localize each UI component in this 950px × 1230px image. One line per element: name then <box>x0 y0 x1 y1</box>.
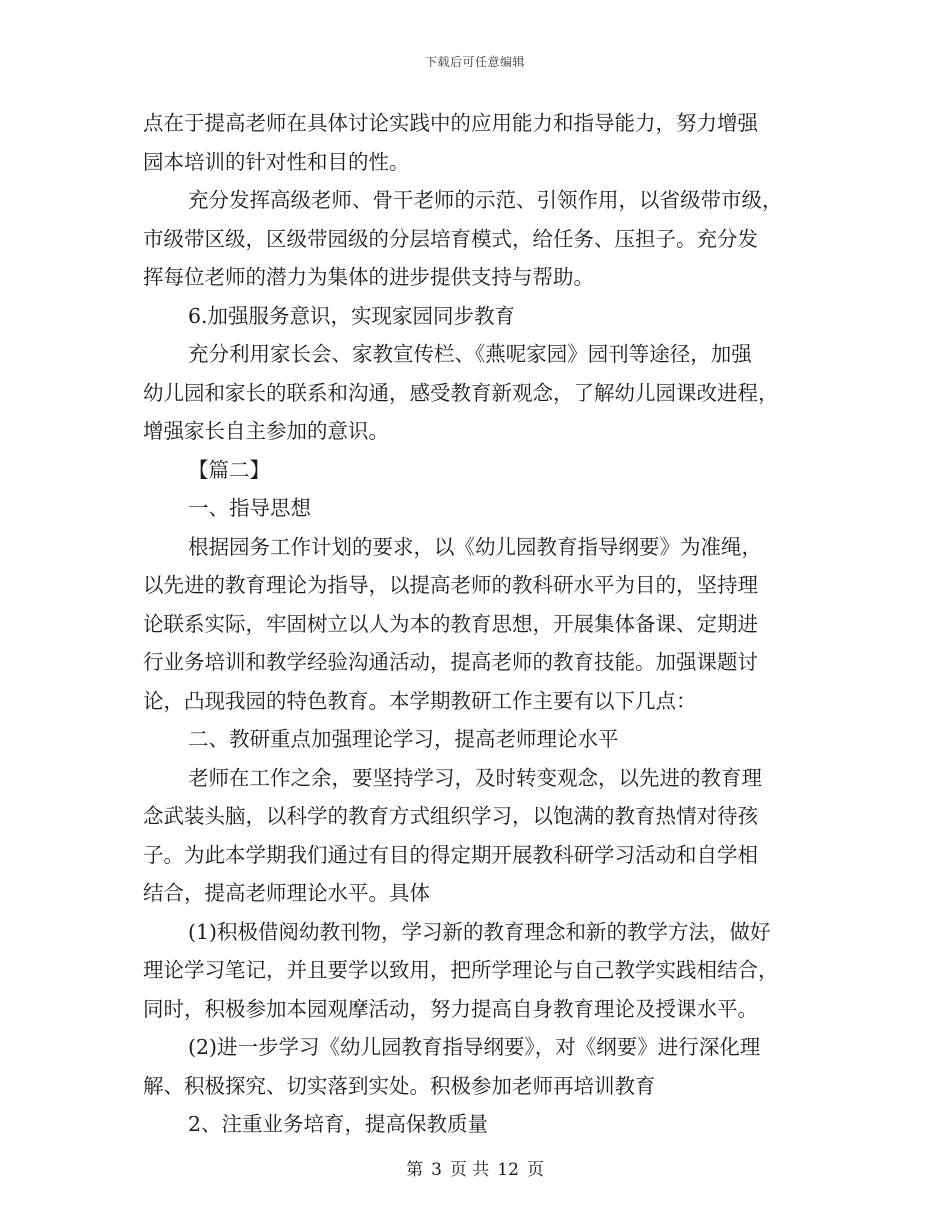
section-heading: 2、注重业务培育，提高保教质量 <box>188 1112 489 1136</box>
text-line: 充分利用家长会、家教宣传栏、《燕呢家园》园刊等途径，加强 <box>188 342 752 366</box>
body-text <box>143 104 811 1144</box>
text-line: 行业务培训和教学经验沟通活动，提高老师的教育技能。加强课题讨 <box>143 650 758 674</box>
text-line: 挥每位老师的潜力为集体的进步提供支持与帮助。 <box>143 265 594 289</box>
page-header <box>0 53 950 70</box>
text-line: 充分发挥高级老师、骨干老师的示范、引领作用，以省级带市级， <box>188 188 783 212</box>
page-footer <box>0 1155 950 1180</box>
section-heading: 一、指导思想 <box>188 496 311 520</box>
text-line: 以先进的教育理论为指导，以提高老师的教科研水平为目的，坚持理 <box>143 573 758 597</box>
text-line: 子。为此本学期我们通过有目的得定期开展教科研学习活动和自学相 <box>143 842 758 867</box>
text-line: 同时，积极参加本园观摩活动，努力提高自身教育理论及授课水平。 <box>143 996 758 1021</box>
section-heading: 二、教研重点加强理论学习，提高老师理论水平 <box>188 727 619 751</box>
text-line: 根据园务工作计划的要求，以《幼儿园教育指导纲要》为准绳， <box>188 534 762 559</box>
text-line: 论，凸现我园的特色教育。本学期教研工作主要有以下几点： <box>143 688 697 713</box>
text-line: 结合，提高老师理论水平。具体 <box>143 881 430 905</box>
text-line: 老师在工作之余，要坚持学习，及时转变观念，以先进的教育理 <box>188 765 762 790</box>
part-heading: 【篇二】 <box>188 457 270 482</box>
text-line: 市级带区级，区级带园级的分层培育模式，给任务、压担子。充分发 <box>143 226 758 251</box>
header-text: 下载后可任意编辑 <box>424 55 525 69</box>
text-line: 点在于提高老师在具体讨论实践中的应用能力和指导能力，努力增强 <box>143 111 758 135</box>
text-line: 论联系实际，牢固树立以人为本的教育思想，开展集体备课、定期进 <box>143 611 758 636</box>
section-heading: 6.加强服务意识，实现家园同步教育 <box>188 303 516 328</box>
footer-prefix: 第 <box>406 1160 424 1180</box>
text-line: 念武装头脑，以科学的教育方式组织学习，以饱满的教育热情对待孩 <box>143 804 758 828</box>
footer-suffix: 页 <box>526 1160 544 1180</box>
current-page-number: 3 <box>431 1160 442 1180</box>
document-body <box>143 104 811 1144</box>
text-line: 解、积极探究、切实落到实处。积极参加老师再培训教育 <box>143 1073 656 1098</box>
total-pages-number: 12 <box>497 1160 519 1180</box>
list-item: (2)进一步学习《幼儿园教育指导纲要》，对《纲要》进行深化理 <box>188 1035 761 1059</box>
text-line: 理论学习笔记，并且要学以致用，把所学理论与自己教学实践相结合， <box>143 958 779 982</box>
footer-middle: 页 共 <box>449 1160 490 1180</box>
text-line: 增强家长自主参加的意识。 <box>143 419 389 443</box>
text-line: 幼儿园和家长的联系和沟通，感受教育新观念，了解幼儿园课改进程， <box>143 380 779 405</box>
list-item: (1)积极借阅幼教刊物，学习新的教育理念和新的教学方法，做好 <box>188 919 771 944</box>
text-line: 园本培训的针对性和目的性。 <box>143 149 410 174</box>
